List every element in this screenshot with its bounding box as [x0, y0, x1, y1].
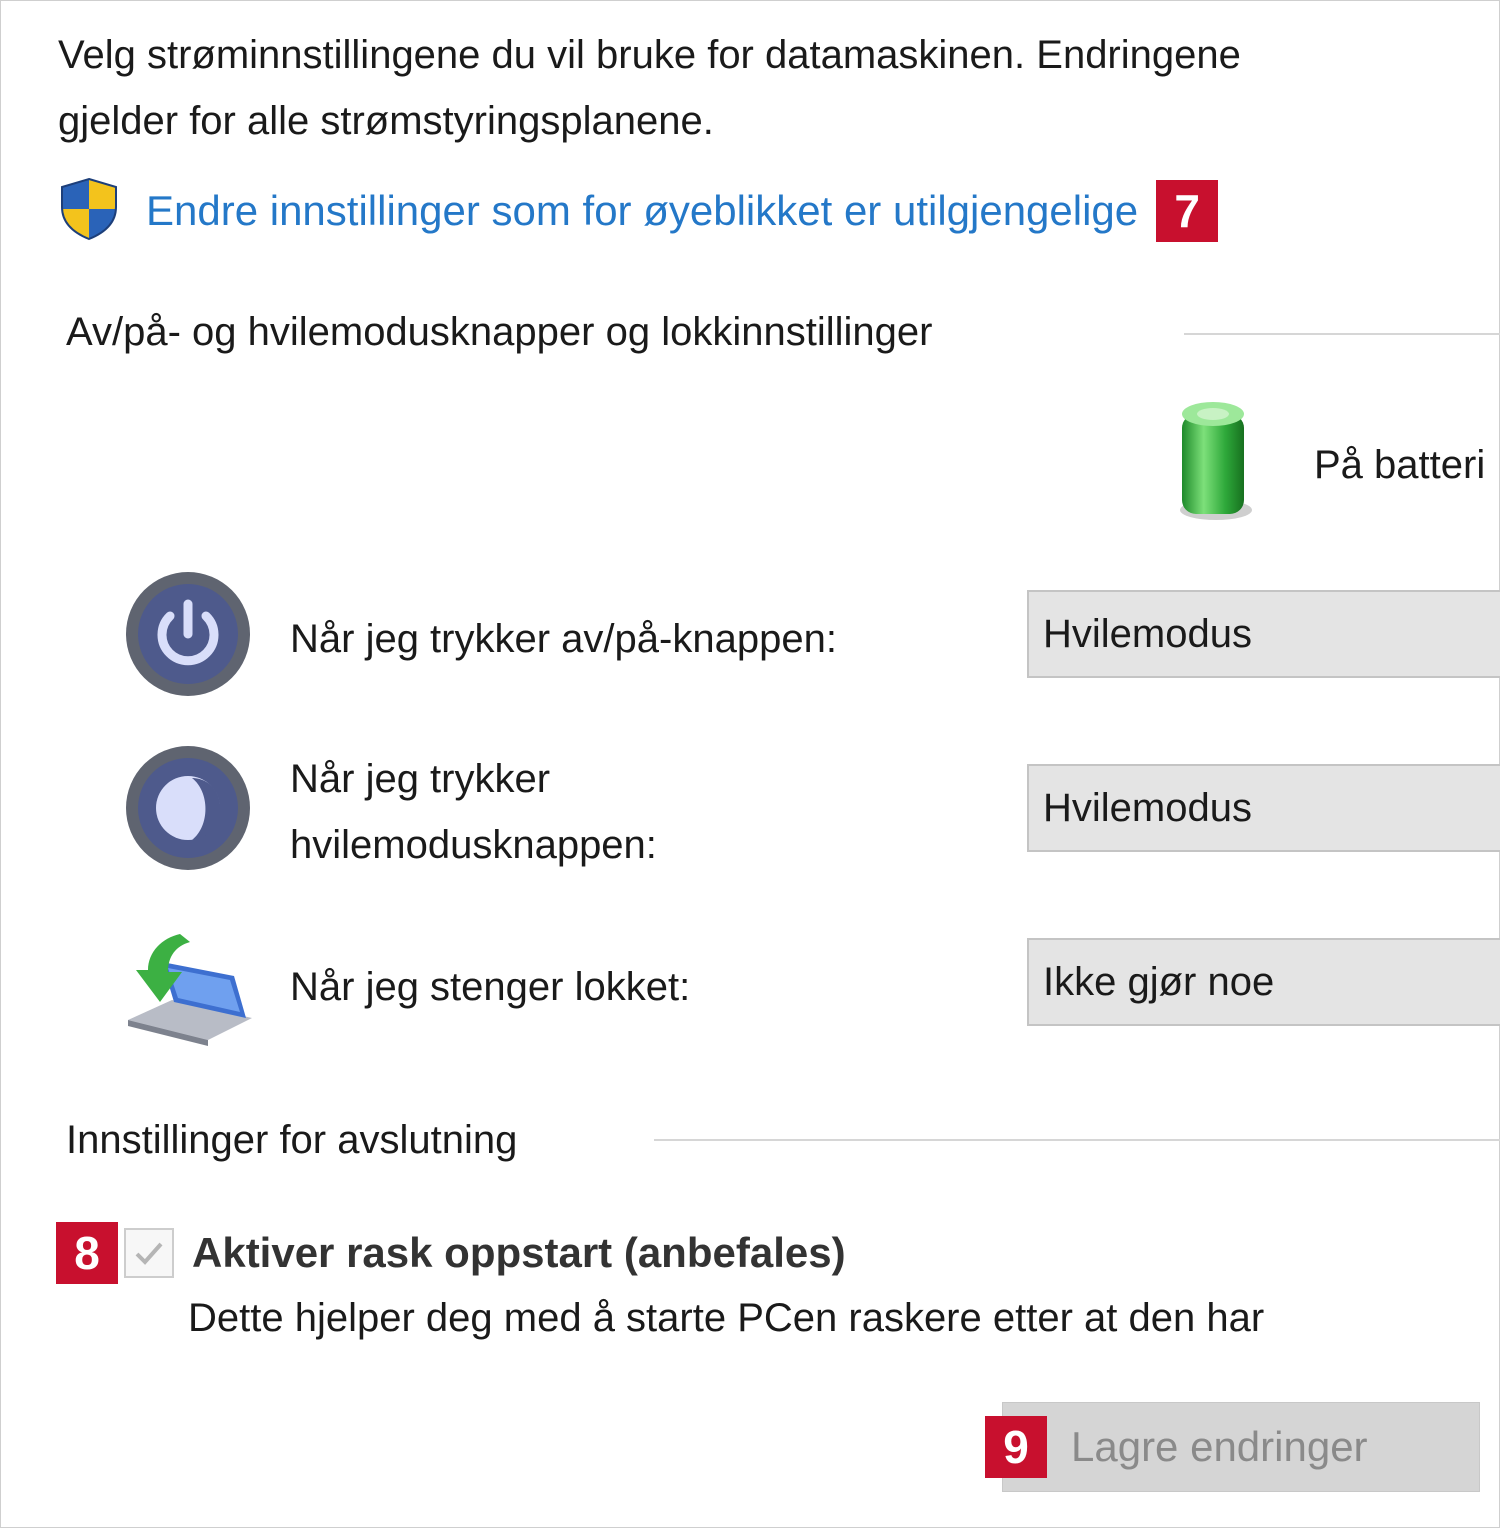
- lid-close-label-text: Når jeg stenger lokket:: [290, 965, 691, 1009]
- sleep-icon: [122, 742, 254, 874]
- sleep-button-action-dropdown[interactable]: Hvilemodus: [1027, 764, 1500, 852]
- fast-startup-help-text: Dette hjelper deg med å starte PCen raskere etter at den har: [188, 1296, 1265, 1340]
- step-badge-8: 8: [56, 1222, 118, 1284]
- lid-close-action-dropdown[interactable]: Ikke gjør noe: [1027, 938, 1500, 1026]
- power-button-action-dropdown[interactable]: Hvilemodus: [1027, 590, 1500, 678]
- lid-close-label: [290, 954, 690, 1020]
- fast-startup-label: Aktiver rask oppstart (anbefales): [192, 1229, 846, 1276]
- fast-startup-checkbox[interactable]: [124, 1228, 174, 1278]
- battery-column-header: [1176, 398, 1485, 533]
- save-changes-button[interactable]: [1002, 1402, 1480, 1492]
- sleep-button-label: [290, 746, 657, 878]
- power-icon: [122, 568, 254, 700]
- shutdown-section-divider: [654, 1139, 1500, 1141]
- power-button-label: [290, 606, 837, 672]
- section-title-buttons: Av/på- og hvilemodusknapper og lokkinnstillinger: [66, 310, 933, 354]
- save-changes-label: Lagre endringer: [1071, 1423, 1368, 1470]
- sleep-button-label-line1: Når jeg trykker: [290, 757, 551, 801]
- sleep-button-label-line2: hvilemodusknappen:: [290, 823, 657, 867]
- battery-column-label: På batteri: [1314, 443, 1486, 487]
- section-divider: [1184, 333, 1500, 335]
- intro-text: [58, 22, 1500, 154]
- change-unavailable-settings-link[interactable]: Endre innstillinger som for øyeblikket er utilgjengelige: [146, 187, 1139, 234]
- uac-shield-icon: [58, 177, 120, 246]
- change-settings-row: [58, 176, 1218, 246]
- intro-line-1: Velg strøminnstillingene du vil bruke for datamaskinen. Endringene: [58, 33, 1241, 77]
- intro-line-2: gjelder for alle strømstyringsplanene.: [58, 99, 714, 143]
- step-badge-7: 7: [1156, 180, 1218, 242]
- fast-startup-row: [56, 1222, 846, 1284]
- checkmark-icon: [131, 1235, 167, 1271]
- battery-icon: [1176, 398, 1256, 533]
- lid-close-icon: [122, 922, 254, 1054]
- section-title-shutdown: Innstillinger for avslutning: [66, 1118, 518, 1162]
- step-badge-9: 9: [985, 1416, 1047, 1478]
- power-button-label-text: Når jeg trykker av/på-knappen:: [290, 617, 837, 661]
